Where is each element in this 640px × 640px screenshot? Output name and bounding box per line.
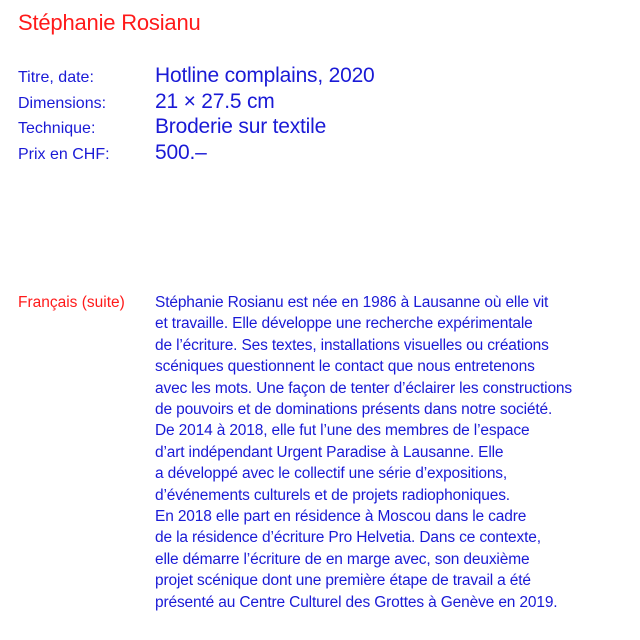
bio-line: scéniques questionnent le contact que nous entretenons — [155, 358, 535, 376]
bio-text — [155, 292, 635, 613]
detail-value: Hotline complains, 2020 — [155, 64, 375, 87]
bio-line: Stéphanie Rosianu est née en 1986 à Lausanne où elle vit — [155, 294, 549, 311]
bio-line: En 2018 elle part en résidence à Moscou dans le cadre — [155, 508, 527, 526]
bio-line: de la résidence d’écriture Pro Helvetia. Dans ce contexte, — [155, 529, 541, 547]
detail-value: Broderie sur textile — [155, 115, 327, 138]
bio-line: d’art indépendant Urgent Paradise à Lausanne. Elle — [155, 443, 504, 461]
bio-line: projet scénique dont une première étape de travail a été — [155, 572, 531, 590]
bio-line: avec les mots. Une façon de tenter d’éclairer les constructions — [155, 379, 573, 397]
bio-line: d’événements culturels et de projets radiophoniques. — [155, 486, 510, 504]
detail-row-price — [18, 141, 628, 167]
bio-line: elle démarre l’écriture de en marge avec, son deuxième — [155, 550, 530, 568]
detail-label: Dimensions: — [18, 94, 107, 112]
detail-label: Prix en CHF: — [18, 145, 110, 163]
bio-language-label: Français (suite) — [18, 294, 125, 311]
bio-line: de pouvoirs et de dominations présents dans notre société. — [155, 401, 553, 419]
bio-line: et travaille. Elle développe une recherche expérimentale — [155, 315, 533, 333]
bio-line: de l’écriture. Ses textes, installations visuelles ou créations — [155, 336, 549, 354]
detail-row-technique — [18, 115, 628, 141]
bio-line: a développé avec le collectif une série d’expositions, — [155, 465, 508, 483]
detail-row-dimensions — [18, 90, 628, 116]
bio-line: présenté au Centre Culturel des Grottes à Genève en 2019. — [155, 593, 558, 611]
detail-value: 500.– — [155, 140, 207, 164]
detail-label: Titre, date: — [18, 69, 94, 86]
detail-value: 21 × 27.5 cm — [155, 89, 275, 113]
detail-label: Technique: — [18, 120, 96, 137]
detail-row-title — [18, 64, 628, 90]
artwork-details — [18, 64, 628, 166]
bio-line: De 2014 à 2018, elle fut l’une des membres de l’espace — [155, 422, 530, 440]
artist-name: Stéphanie Rosianu — [18, 10, 201, 35]
